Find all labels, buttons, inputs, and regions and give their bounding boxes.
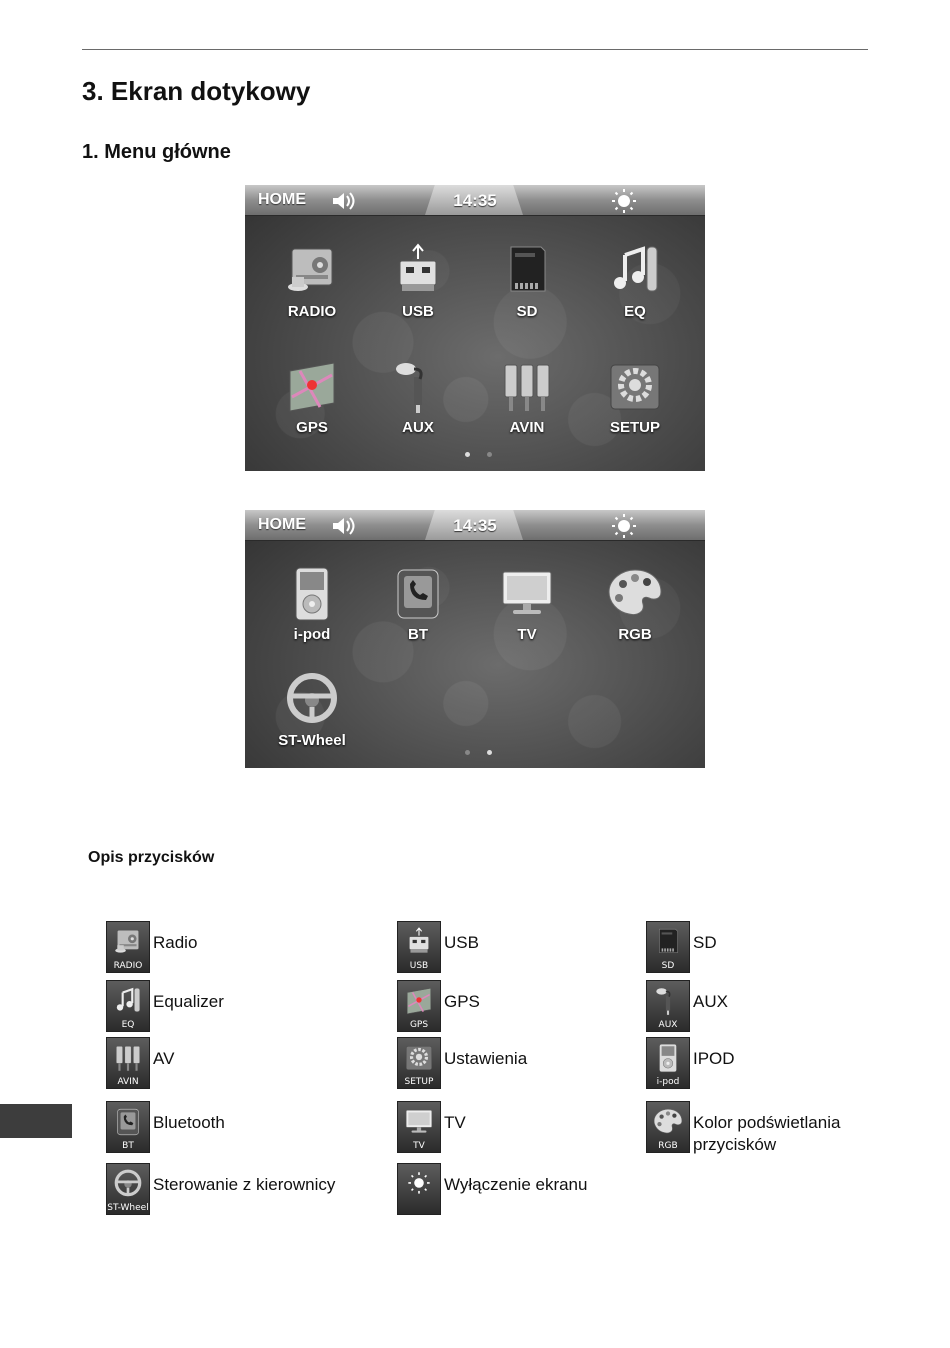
legend-description-line: AV [153,1049,175,1068]
tile-label: GPS [296,419,328,436]
gps-map-icon [397,980,441,1032]
tile-label: RGB [618,626,652,643]
tile-setup[interactable] [590,357,680,436]
legend-icon-caption: GPS [409,1020,429,1030]
steering-wheel-icon [106,1163,150,1215]
legend-description [444,1112,466,1134]
legend-title: Opis przycisków [88,849,215,866]
clock: 14:35 [453,191,497,210]
legend-icon-caption: RADIO [113,961,143,971]
legend-description [153,991,224,1013]
legend-description [444,1174,587,1196]
legend-description [693,991,728,1013]
legend-description-line: Ustawienia [444,1049,528,1068]
tile-label: USB [402,303,434,320]
legend-description [153,1174,335,1196]
legend-description [693,932,717,954]
legend-description [693,1048,735,1070]
legend-description-line: SD [693,933,717,952]
tile-usb[interactable] [373,241,463,320]
usb-icon [388,241,448,301]
sd-card-icon [646,921,690,973]
page-dot[interactable] [465,452,470,457]
legend-icon-caption: TV [413,1141,425,1151]
tile-label: ST-Wheel [278,732,346,749]
speaker-icon[interactable] [331,516,357,541]
legend-description [444,932,479,954]
legend-description-line: TV [444,1113,466,1132]
legend-icon-caption: i-pod [656,1077,680,1087]
tile-label: AVIN [509,419,545,436]
page-indicator [459,750,499,758]
usb-icon [397,921,441,973]
section-heading: 3. Ekran dotykowy [82,76,311,106]
ipod-icon [646,1037,690,1089]
status-bar [245,510,705,541]
legend-description-line: Wyłączenie ekranu [444,1175,588,1194]
legend-description-line: Kolor podświetlania [693,1113,841,1132]
page-indicator [459,452,499,460]
legend-icon-caption: ST-Wheel [107,1203,149,1213]
tile-bt[interactable] [373,564,463,643]
page-side-tab [0,1104,72,1138]
brightness-icon[interactable] [611,188,637,219]
tile-label: EQ [624,303,646,320]
legend-icon-caption: SD [661,961,675,971]
legend-description-line: USB [444,933,479,952]
tv-icon [497,564,557,624]
legend-icon-caption: BT [122,1141,134,1151]
gear-icon [605,357,665,417]
legend-icon-caption: EQ [121,1020,135,1030]
legend-icon-caption: RGB [658,1141,678,1151]
gear-icon [397,1037,441,1089]
tile-eq[interactable] [590,241,680,320]
equalizer-icon [605,241,665,301]
radio-icon [106,921,150,973]
status-bar [245,185,705,216]
legend-description [153,1112,225,1134]
legend-description [444,1048,527,1070]
legend-description [693,1112,840,1156]
radio-icon [282,241,342,301]
legend-description-line: AUX [693,992,728,1011]
tile-tv[interactable] [482,564,572,643]
legend-icon-caption: USB [409,961,429,971]
aux-cable-icon [388,357,448,417]
tile-label: BT [408,626,428,643]
brightness-icon[interactable] [611,513,637,544]
tv-icon [397,1101,441,1153]
tile-sd[interactable] [482,241,572,320]
tile-label: RADIO [287,303,337,320]
legend-description [153,932,197,954]
home-screen-page-2 [245,510,705,768]
ipod-icon [282,564,342,624]
page-dot[interactable] [487,452,492,457]
legend-description-line: Sterowanie z kierownicy [153,1175,336,1194]
gps-map-icon [282,357,342,417]
legend-description [444,991,480,1013]
legend-description-line: IPOD [693,1049,735,1068]
palette-icon [646,1101,690,1153]
brightness-icon [397,1163,441,1215]
header-rule [82,49,868,50]
legend-description-line: Bluetooth [153,1113,225,1132]
page-dot[interactable] [465,750,470,755]
phone-icon [106,1101,150,1153]
rca-plugs-icon [497,357,557,417]
tile-rgb[interactable] [590,564,680,643]
tile-st-wheel[interactable] [267,670,357,749]
legend-icon-caption: AUX [658,1020,678,1030]
legend-description-line: Radio [153,933,198,952]
legend-description-line: przycisków [693,1135,777,1154]
tile-i-pod[interactable] [267,564,357,643]
home-screen-page-1 [245,185,705,471]
legend-description-line: Equalizer [153,992,224,1011]
tile-label: SD [516,303,538,320]
tile-label: SETUP [609,419,660,436]
subsection-heading: 1. Menu główne [82,141,231,163]
legend-icon-caption: AVIN [117,1077,139,1087]
tile-avin[interactable] [482,357,572,436]
tile-label: TV [517,626,537,643]
tile-label: AUX [402,419,434,436]
page-dot[interactable] [487,750,492,755]
sd-card-icon [497,241,557,301]
clock: 14:35 [453,516,497,535]
steering-wheel-icon [282,670,342,730]
legend-icon-caption: SETUP [404,1077,434,1087]
tile-label: i-pod [293,626,331,643]
tile-radio[interactable] [267,241,357,320]
rca-plugs-icon [106,1037,150,1089]
equalizer-icon [106,980,150,1032]
home-button[interactable]: HOME [258,191,306,208]
aux-cable-icon [646,980,690,1032]
phone-icon [388,564,448,624]
legend-description-line: GPS [444,992,480,1011]
speaker-icon[interactable] [331,191,357,216]
tile-gps[interactable] [267,357,357,436]
palette-icon [605,564,665,624]
tile-aux[interactable] [373,357,463,436]
legend-description [153,1048,174,1070]
home-button[interactable]: HOME [258,516,306,533]
